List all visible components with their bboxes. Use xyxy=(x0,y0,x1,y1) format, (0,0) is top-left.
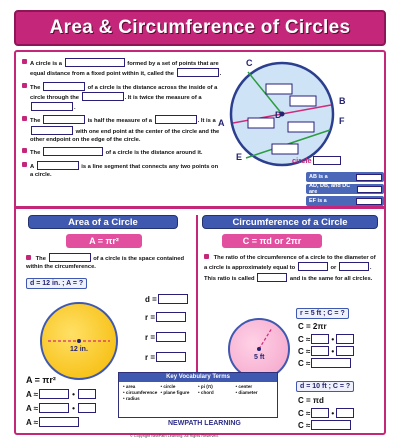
text: AD, DB, and DC are xyxy=(309,183,351,195)
text: . This ratio is called xyxy=(204,265,372,282)
text: The ratio of the circumference of a circle to the diameter of a circle is approximately equal to xyxy=(204,255,376,272)
point-label-a: A xyxy=(218,118,225,128)
answer-box[interactable] xyxy=(43,115,85,124)
text: The xyxy=(35,256,46,262)
text: d = xyxy=(145,294,157,304)
radius-marker xyxy=(230,320,288,378)
circ-row: C = 2πr xyxy=(298,322,327,331)
answer-box[interactable] xyxy=(248,118,274,128)
column-divider xyxy=(196,215,198,375)
bullet-icon xyxy=(22,59,27,64)
answer-box[interactable] xyxy=(78,389,96,399)
answer-box[interactable] xyxy=(339,262,369,271)
answer-box[interactable] xyxy=(39,403,69,413)
answer-box[interactable] xyxy=(39,389,69,399)
area-approx-row: A ≈ • xyxy=(26,389,97,399)
vocabulary-terms xyxy=(119,382,277,404)
vocab-term: • chord xyxy=(198,390,214,395)
circumference-given-1: r = 5 ft ; C = ? xyxy=(296,308,349,319)
area-example-circle xyxy=(40,302,118,380)
circle-name-label xyxy=(292,156,342,165)
answer-box[interactable] xyxy=(298,262,328,271)
page-title: Area & Circumference of Circles xyxy=(49,17,351,38)
segment-row-ab xyxy=(306,172,384,182)
answer-box[interactable] xyxy=(39,417,79,427)
definitions-list xyxy=(22,58,222,182)
definition-radius xyxy=(22,115,222,144)
point-label-f: F xyxy=(339,116,345,126)
answer-box[interactable] xyxy=(156,312,186,322)
answer-box[interactable] xyxy=(311,358,351,368)
vocab-term: • center xyxy=(235,384,253,389)
text: The xyxy=(30,84,41,91)
text: . xyxy=(219,71,222,78)
answer-box[interactable] xyxy=(336,346,354,356)
text: The xyxy=(30,150,41,157)
circ-row: C = πd xyxy=(298,396,324,405)
text: . It is twice the measure of a xyxy=(124,94,202,101)
bullet-icon xyxy=(26,255,31,260)
bullet-icon xyxy=(22,83,27,88)
text: of a circle is the space contained within the circumference. xyxy=(26,256,185,271)
text: . xyxy=(74,105,76,112)
answer-box[interactable] xyxy=(311,408,329,418)
point-label-b: B xyxy=(339,96,346,106)
circumference-formula: C = πd or 2πr xyxy=(222,234,322,248)
diameter-marker xyxy=(42,304,116,378)
vocab-term: • plane figure xyxy=(160,390,190,395)
answer-box[interactable] xyxy=(266,84,292,94)
text: C ≈ xyxy=(298,346,311,356)
bullet-icon xyxy=(22,116,27,121)
answer-box[interactable] xyxy=(78,403,96,413)
text: and is the same for all circles. xyxy=(289,275,373,282)
circumference-definition xyxy=(204,253,380,283)
bullet-icon xyxy=(22,162,27,167)
area-definition xyxy=(26,253,186,272)
answer-box[interactable] xyxy=(356,174,382,181)
text: The xyxy=(30,118,41,125)
text: C ≈ xyxy=(298,420,311,430)
text: C ≈ xyxy=(298,334,311,344)
area-formula-line: A = πr² xyxy=(26,375,56,385)
circumference-given-2: d = 10 ft ; C = ? xyxy=(296,381,354,392)
area-formula: A = πr² xyxy=(66,234,142,248)
circ-row: C ≈ • xyxy=(298,346,355,356)
answer-box[interactable] xyxy=(311,420,351,430)
area-approx-row: A ≈ • xyxy=(26,403,97,413)
title-banner xyxy=(14,10,386,46)
answer-box[interactable] xyxy=(357,186,382,193)
vocab-term: • circumference xyxy=(123,390,158,395)
answer-box[interactable] xyxy=(177,68,219,77)
text: of a circle is the distance across the inside of a circle through the xyxy=(30,84,218,101)
circumference-example-circle xyxy=(228,318,290,380)
definition-circumference xyxy=(22,147,222,157)
answer-box[interactable] xyxy=(155,115,197,124)
text: C ≈ xyxy=(298,358,311,368)
point-label-d: D xyxy=(275,110,282,120)
bullet-icon xyxy=(22,148,27,153)
answer-box[interactable] xyxy=(311,334,329,344)
answer-box[interactable] xyxy=(158,294,188,304)
text: A xyxy=(30,163,34,170)
answer-box[interactable] xyxy=(288,122,314,132)
bullet-icon xyxy=(204,254,209,259)
area-approx-row xyxy=(26,417,80,427)
diameter-value: 12 in. xyxy=(70,346,88,353)
text: C ≈ xyxy=(298,408,311,418)
text: A circle is a xyxy=(30,61,63,67)
text: r = xyxy=(145,352,156,362)
circ-row xyxy=(298,420,352,430)
answer-box[interactable] xyxy=(43,147,103,156)
segment-row-ad xyxy=(306,184,384,194)
vocab-term: • diameter xyxy=(235,390,258,395)
text: is a line segment that connects any two points on a circle. xyxy=(30,163,219,178)
circumference-section-title: Circumference of a Circle xyxy=(202,215,378,229)
segment-row-ef xyxy=(306,196,384,206)
answer-box[interactable] xyxy=(313,156,341,165)
radius-value: 5 ft xyxy=(254,354,265,361)
circle-diagram xyxy=(228,60,336,168)
answer-box[interactable] xyxy=(290,96,316,106)
text: r = xyxy=(145,332,156,342)
point-label-c: C xyxy=(246,58,253,68)
vocab-term: • radius xyxy=(123,396,140,401)
copyright-text: © Copyright NewPath Learning. All Rights Reserved. xyxy=(130,434,219,438)
text: formed by a set of points that are equal distance from a fixed point within it, called the xyxy=(30,61,219,78)
answer-box[interactable] xyxy=(65,58,125,67)
answer-box[interactable] xyxy=(82,92,124,101)
answer-box[interactable] xyxy=(37,161,79,170)
text: circle xyxy=(292,156,312,165)
answer-box[interactable] xyxy=(257,273,287,282)
answer-box[interactable] xyxy=(336,334,354,344)
answer-box[interactable] xyxy=(336,408,354,418)
vocab-term: • pi (π) xyxy=(198,384,213,389)
text: EF is a xyxy=(309,198,327,204)
answer-box[interactable] xyxy=(43,82,85,91)
answer-box[interactable] xyxy=(156,332,186,342)
answer-box[interactable] xyxy=(272,144,298,154)
answer-box[interactable] xyxy=(31,102,73,111)
vocabulary-title: Key Vocabulary Terms xyxy=(119,373,277,382)
text: A ≈ xyxy=(26,403,39,413)
text: AB is a xyxy=(309,174,328,180)
vocabulary-box xyxy=(118,372,278,418)
answer-box[interactable] xyxy=(311,346,329,356)
text: or xyxy=(330,265,337,272)
area-r-row xyxy=(145,352,187,362)
answer-box[interactable] xyxy=(356,198,382,205)
answer-box[interactable] xyxy=(156,352,186,362)
definition-circle xyxy=(22,58,222,79)
publisher-logo: NEWPATH LEARNING xyxy=(168,420,241,427)
vocab-term: • circle xyxy=(160,384,176,389)
text: is half the measure of a xyxy=(87,118,152,125)
area-given: d = 12 in. ; A = ? xyxy=(26,278,87,289)
text: with one end point at the center of the circle and the other endpoint on the edge of the circle. xyxy=(30,128,220,144)
circ-row: C ≈ • xyxy=(298,408,355,418)
vocab-term: • area xyxy=(123,384,136,389)
definition-chord xyxy=(22,161,222,180)
circ-row xyxy=(298,358,352,368)
text: of a circle is the distance around it. xyxy=(105,150,203,157)
text: A ≈ xyxy=(26,389,39,399)
section-divider xyxy=(14,206,386,209)
area-r-row xyxy=(145,332,187,342)
area-section-title: Area of a Circle xyxy=(28,215,178,229)
definition-diameter xyxy=(22,82,222,113)
area-r-row xyxy=(145,312,187,322)
circ-row: C ≈ • xyxy=(298,334,355,344)
point-label-e: E xyxy=(236,152,243,162)
text: . It is a xyxy=(197,118,216,125)
text: A ≈ xyxy=(26,417,39,427)
answer-box[interactable] xyxy=(31,126,73,135)
text: r = xyxy=(145,312,156,322)
area-d-row xyxy=(145,294,189,304)
answer-box[interactable] xyxy=(49,253,91,262)
